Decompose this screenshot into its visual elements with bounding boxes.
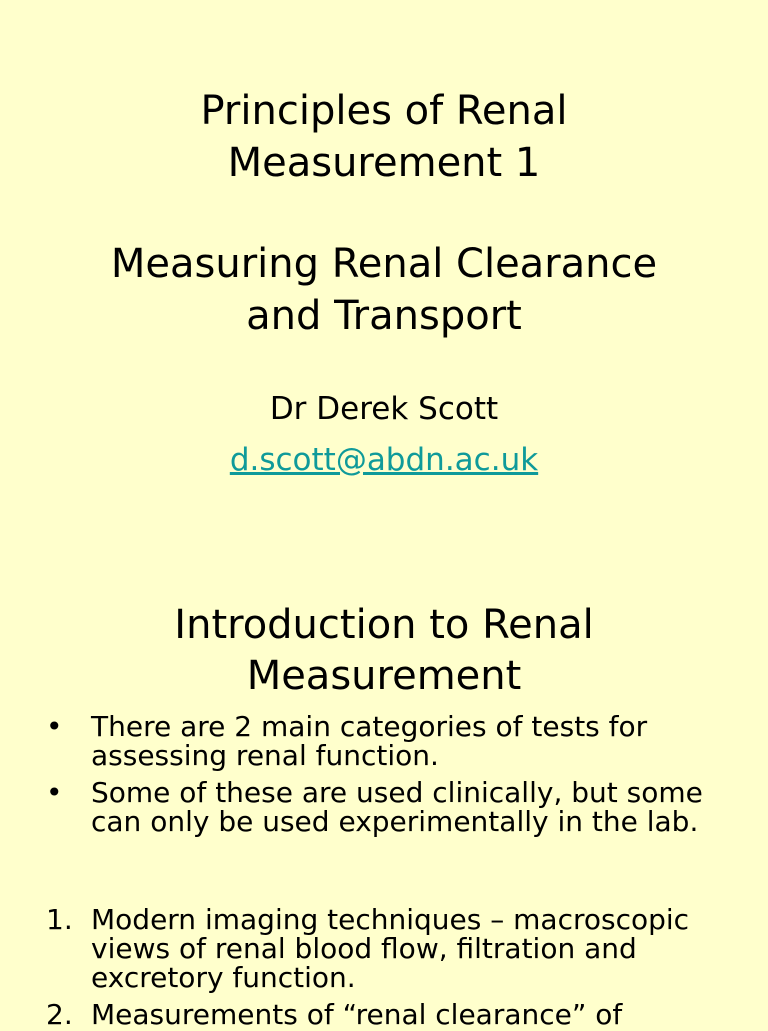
bullet-list [46, 712, 736, 836]
email-link[interactable]: d.scott@abdn.ac.uk [229, 442, 539, 478]
section-title-line-1: Introduction to Renal [174, 602, 594, 648]
slide-subtitle-line-2: and Transport [246, 293, 522, 339]
number-marker: 2. [46, 998, 73, 1031]
number-marker: 1. [46, 903, 73, 936]
slide-subtitle-line-1: Measuring Renal Clearance [110, 241, 658, 287]
list-item [46, 1000, 736, 1029]
email-line [0, 439, 768, 481]
list-item-text: Some of these are used clinically, but some can only be used experimentally in the lab. [91, 776, 703, 838]
list-item [46, 778, 736, 836]
numbered-list [46, 905, 736, 1029]
list-item-text: Modern imaging techniques – macroscopic views of renal blood flow, filtration and excretory function. [91, 903, 690, 994]
list-item [46, 905, 736, 992]
slide-title-line-2: Measurement 1 [227, 140, 541, 186]
list-item-text: Measurements of “renal clearance” of [91, 998, 623, 1031]
list-item-text: There are 2 main categories of tests for assessing renal function. [91, 710, 648, 772]
slide-title-line-1: Principles of Renal [200, 88, 568, 134]
author-name: Dr Derek Scott [269, 391, 499, 427]
bullet-marker: • [46, 710, 63, 743]
section-title-line-2: Measurement [246, 653, 522, 699]
list-item [46, 712, 736, 770]
bullet-marker: • [46, 776, 63, 809]
